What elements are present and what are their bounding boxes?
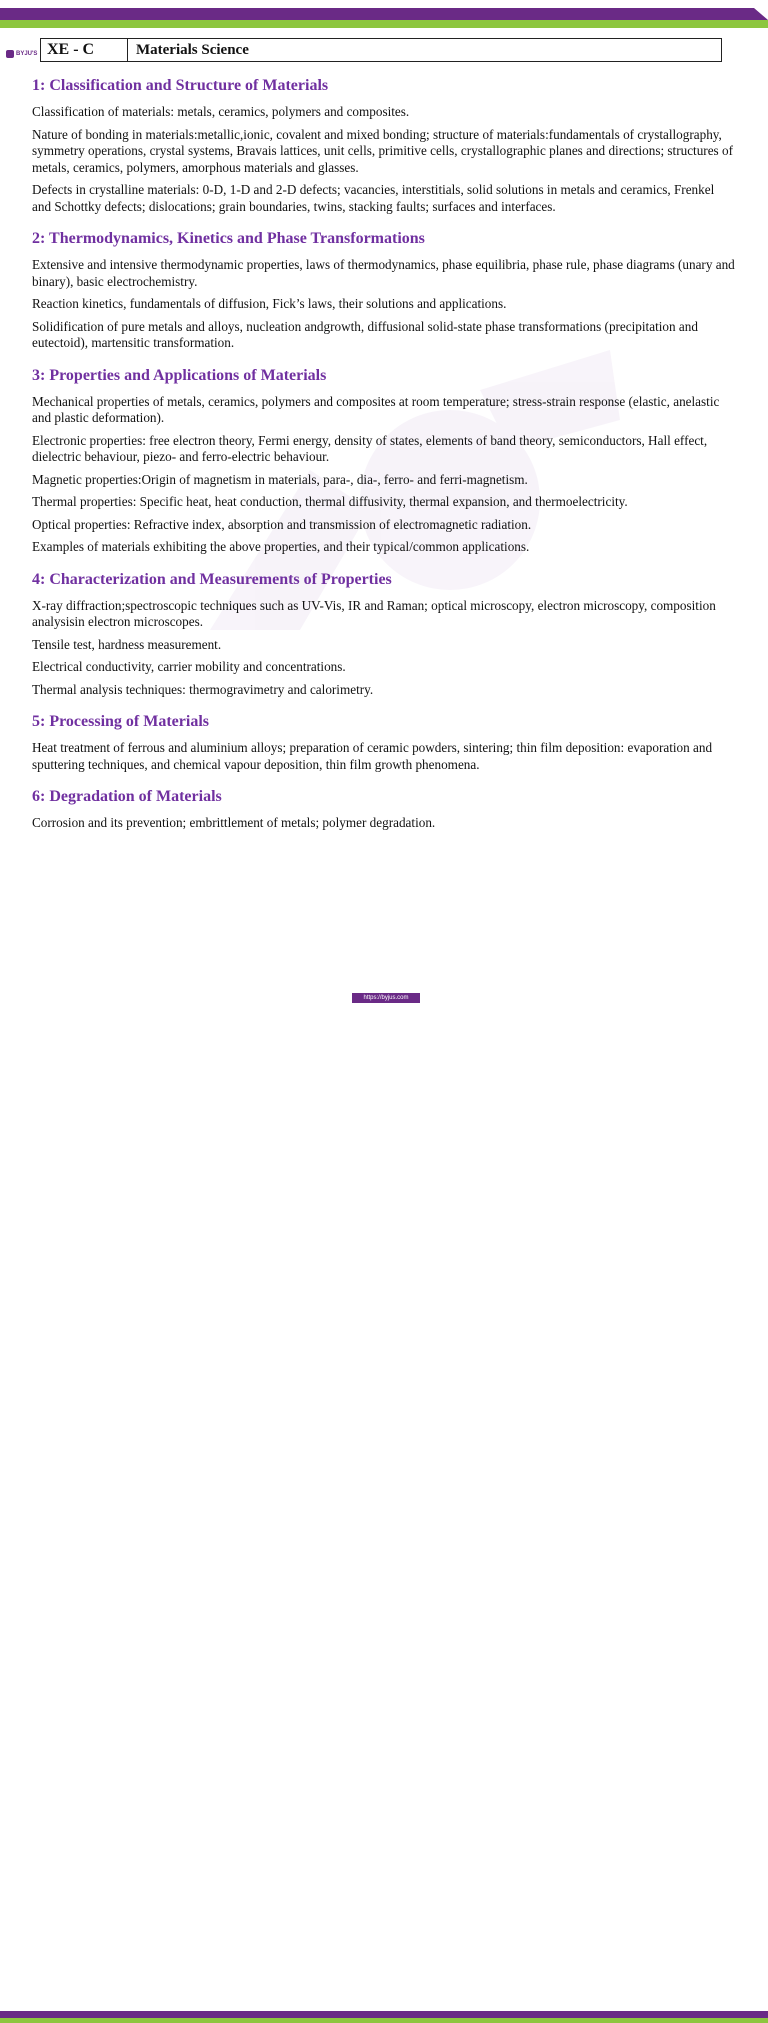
section-paragraph: Nature of bonding in materials:metallic,ionic, covalent and mixed bonding; structure of materials:fundamentals of crystallography, symmetry operations, crystal systems, Bravais lattices, unit cells, primitive cells, crystallographic planes and directions; structures of metals, ceramics, polymers, amorphous materials and glasses. (32, 126, 733, 175)
section-paragraph: Mechanical properties of metals, ceramics, polymers and composites at room temperature; stress-strain response (elastic, anelastic and plastic deformation). (32, 393, 720, 425)
subject-header-table (40, 38, 722, 62)
section-paragraph: X-ray diffraction;spectroscopic techniques such as UV-Vis, IR and Raman; optical microscopy, electron microscopy, composition analysisin electron microscopes. (32, 597, 716, 629)
section-paragraph: Defects in crystalline materials: 0-D, 1-D and 2-D defects; vacancies, interstitials, solid solutions in metals and ceramics, Frenkel and Schottky defects; dislocations; grain boundaries, twins, stacking faults; surfaces and interfaces. (32, 182, 715, 214)
section-paragraph: Tensile test, hardness measurement. (32, 636, 222, 652)
section-paragraph: Heat treatment of ferrous and aluminium alloys; preparation of ceramic powders, sintering; thin film deposition: evaporation and sputtering techniques, and chemical vapour deposition, thin film growth phenomena. (32, 740, 713, 772)
section-title: 6: Degradation of Materials (32, 788, 222, 805)
section-4 (32, 570, 736, 699)
brand-logo (6, 50, 37, 58)
subject-title: Materials Science (136, 42, 249, 58)
footer-url-link[interactable]: https://byjus.com (352, 993, 420, 1003)
section-title: 2: Thermodynamics, Kinetics and Phase Transformations (32, 230, 425, 247)
bottom-decorative-band (0, 1005, 768, 1024)
logo-icon (6, 50, 14, 58)
top-stripe-corner (754, 8, 768, 20)
top-purple-stripe (0, 8, 768, 20)
section-paragraph: Electrical conductivity, carrier mobility and concentrations. (32, 659, 346, 674)
section-title: 3: Properties and Applications of Materials (32, 366, 327, 384)
section-1 (32, 76, 736, 215)
section-5 (32, 712, 736, 773)
section-paragraph: Corrosion and its prevention; embrittlement of metals; polymer degradation. (32, 815, 436, 830)
section-paragraph: Electronic properties: free electron theory, Fermi energy, density of states, elements of band theory, semiconductors, Hall effect, dielectric behaviour, piezo- and ferro-electric behaviour. (32, 432, 708, 464)
section-paragraph: Reaction kinetics, fundamentals of diffusion, Fick’s laws, their solutions and applications. (32, 296, 507, 311)
section-3 (32, 366, 736, 556)
section-paragraph: Optical properties: Refractive index, absorption and transmission of electromagnetic radiation. (32, 516, 532, 532)
section-paragraph: Thermal analysis techniques: thermogravimetry and calorimetry. (32, 681, 374, 697)
section-paragraph: Solidification of pure metals and alloys, nucleation andgrowth, diffusional solid-state phase transformations (precipitation and eutectoid), martensitic transformation. (32, 318, 698, 350)
section-paragraph: Extensive and intensive thermodynamic properties, laws of thermodynamics, phase equilibria, phase rule, phase diagrams (unary and binary), basic electrochemistry. (32, 257, 735, 289)
section-paragraph: Examples of materials exhibiting the above properties, and their typical/common applications. (32, 539, 530, 554)
section-paragraph: Thermal properties: Specific heat, heat conduction, thermal diffusivity, thermal expansion, and thermoelectricity. (32, 494, 628, 509)
section-2 (32, 229, 736, 352)
section-title: 5: Processing of Materials (32, 713, 209, 730)
top-green-stripe (0, 20, 768, 28)
bottom-green-stripe (0, 2018, 768, 2023)
syllabus-content (32, 76, 736, 846)
bottom-purple-stripe (0, 2011, 768, 2018)
section-paragraph: Magnetic properties:Origin of magnetism in materials, para-, dia-, ferro- and ferri-magnetism. (32, 471, 528, 487)
section-title: 1: Classification and Structure of Materials (32, 77, 329, 94)
top-decorative-band (0, 0, 768, 30)
logo-text: BYJU'S (16, 51, 38, 57)
section-6 (32, 787, 736, 832)
paper-code: XE - C (41, 39, 128, 61)
section-title: 4: Characterization and Measurements of Properties (32, 570, 392, 588)
section-paragraph: Classification of materials: metals, ceramics, polymers and composites. (32, 104, 410, 119)
